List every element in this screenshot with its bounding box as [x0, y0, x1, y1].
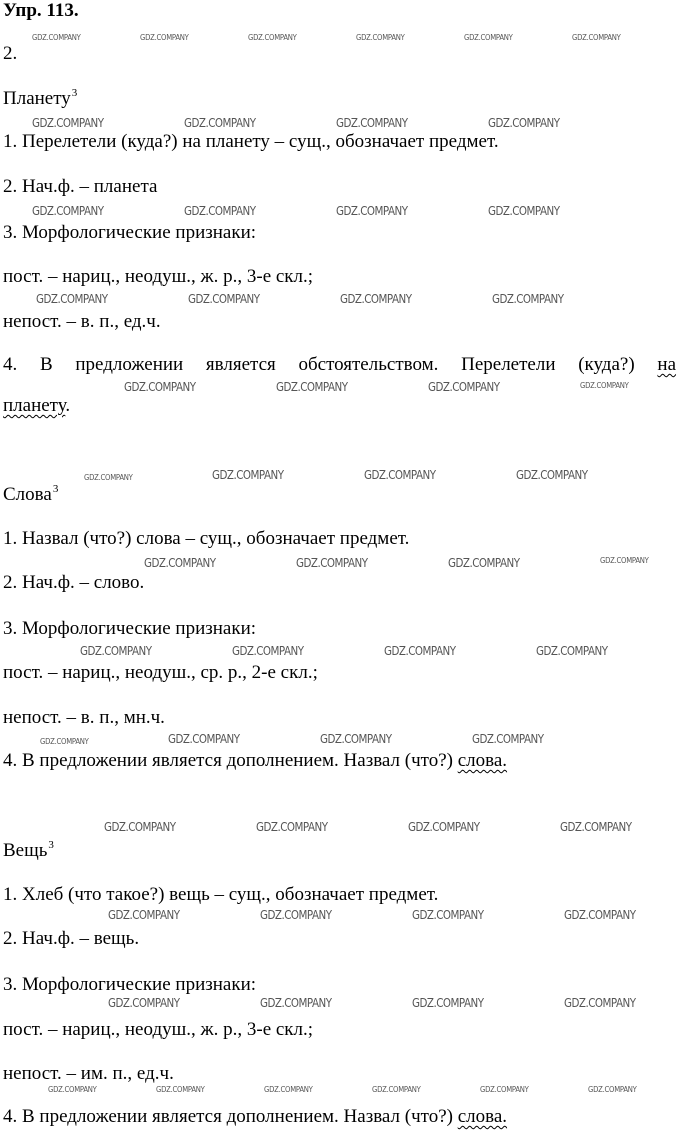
watermark: GDZ.COMPANY — [168, 732, 240, 746]
role-tail: . — [65, 395, 71, 416]
analysis-line: 2. Нач.ф. – слово. — [3, 572, 145, 593]
analysis-line: 2. Нач.ф. – вещь. — [3, 928, 140, 949]
analysis-line: 2. Нач.ф. – планета — [3, 176, 158, 197]
syntactic-role-line — [3, 750, 507, 772]
watermark: GDZ.COMPANY — [564, 996, 636, 1010]
watermark: GDZ.COMPANY — [264, 1085, 313, 1094]
role-text: 4. В предложении является дополнением. Назвал (что?) — [3, 1106, 453, 1127]
watermark: GDZ.COMPANY — [184, 116, 256, 130]
watermark: GDZ.COMPANY — [560, 820, 632, 834]
analysis-line: 3. Морфологические признаки: — [3, 974, 257, 995]
analysis-line: 3. Морфологические признаки: — [3, 618, 257, 639]
watermark: GDZ.COMPANY — [464, 33, 513, 42]
underlined-word: планету — [3, 395, 66, 416]
watermark: GDZ.COMPANY — [372, 1085, 421, 1094]
watermark: GDZ.COMPANY — [36, 292, 108, 306]
watermark: GDZ.COMPANY — [580, 381, 629, 390]
watermark: GDZ.COMPANY — [588, 1085, 637, 1094]
watermark: GDZ.COMPANY — [188, 292, 260, 306]
role-text: 4. В предложении является обстоятельством. Перелетели (куда?) — [3, 354, 635, 375]
watermark: GDZ.COMPANY — [600, 556, 649, 565]
analysis-line: пост. – нариц., неодуш., ср. р., 2-е скл.; — [3, 662, 318, 683]
watermark: GDZ.COMPANY — [412, 908, 484, 922]
syntactic-role-line — [3, 354, 676, 376]
watermark: GDZ.COMPANY — [488, 204, 560, 218]
watermark: GDZ.COMPANY — [256, 820, 328, 834]
watermark: GDZ.COMPANY — [156, 1085, 205, 1094]
watermark: GDZ.COMPANY — [84, 473, 133, 482]
watermark: GDZ.COMPANY — [384, 644, 456, 658]
watermark: GDZ.COMPANY — [572, 33, 621, 42]
watermark: GDZ.COMPANY — [32, 204, 104, 218]
analysis-line: непост. – им. п., ед.ч. — [3, 1063, 174, 1084]
item-number: 2. — [3, 43, 18, 64]
watermark: GDZ.COMPANY — [412, 996, 484, 1010]
analysis-line: пост. – нариц., неодуш., ж. р., 3-е скл.; — [3, 266, 314, 287]
watermark: GDZ.COMPANY — [356, 33, 405, 42]
watermark: GDZ.COMPANY — [276, 380, 348, 394]
analysis-line: 1. Перелетели (куда?) на планету – сущ., обозначает предмет. — [3, 131, 499, 152]
watermark: GDZ.COMPANY — [336, 204, 408, 218]
watermark: GDZ.COMPANY — [448, 556, 520, 570]
section-word: Вещь — [3, 840, 48, 861]
underlined-word: слова. — [457, 1106, 508, 1127]
watermark: GDZ.COMPANY — [40, 737, 89, 746]
watermark: GDZ.COMPANY — [248, 33, 297, 42]
syntactic-role-continuation — [3, 395, 70, 417]
watermark: GDZ.COMPANY — [144, 556, 216, 570]
watermark: GDZ.COMPANY — [124, 380, 196, 394]
watermark: GDZ.COMPANY — [212, 468, 284, 482]
watermark: GDZ.COMPANY — [472, 732, 544, 746]
analysis-line: непост. – в. п., мн.ч. — [3, 707, 165, 728]
watermark: GDZ.COMPANY — [340, 292, 412, 306]
watermark: GDZ.COMPANY — [108, 908, 180, 922]
watermark: GDZ.COMPANY — [296, 556, 368, 570]
watermark: GDZ.COMPANY — [488, 116, 560, 130]
underlined-word: на — [657, 354, 677, 375]
watermark: GDZ.COMPANY — [408, 820, 480, 834]
watermark: GDZ.COMPANY — [320, 732, 392, 746]
watermark: GDZ.COMPANY — [80, 644, 152, 658]
watermark: GDZ.COMPANY — [364, 468, 436, 482]
analysis-line: 1. Хлеб (что такое?) вещь – сущ., обозначает предмет. — [3, 884, 439, 905]
watermark: GDZ.COMPANY — [108, 996, 180, 1010]
analysis-line: 3. Морфологические признаки: — [3, 222, 257, 243]
section-word: Слова — [3, 484, 52, 505]
section-superscript: 3 — [71, 87, 78, 99]
section-superscript: 3 — [52, 483, 59, 495]
watermark: GDZ.COMPANY — [516, 468, 588, 482]
watermark: GDZ.COMPANY — [428, 380, 500, 394]
role-text: 4. В предложении является дополнением. Назвал (что?) — [3, 750, 453, 771]
section-heading-veshch — [3, 840, 54, 864]
watermark: GDZ.COMPANY — [564, 908, 636, 922]
watermark: GDZ.COMPANY — [480, 1085, 529, 1094]
analysis-line: 1. Назвал (что?) слова – сущ., обозначает предмет. — [3, 528, 410, 549]
watermark: GDZ.COMPANY — [492, 292, 564, 306]
section-superscript: 3 — [48, 839, 54, 851]
underlined-word: слова. — [457, 750, 508, 771]
watermark: GDZ.COMPANY — [48, 1085, 97, 1094]
watermark: GDZ.COMPANY — [184, 204, 256, 218]
section-heading-slova — [3, 484, 58, 508]
watermark: GDZ.COMPANY — [232, 644, 304, 658]
syntactic-role-line — [3, 1106, 507, 1128]
exercise-title: Упр. 113. — [3, 0, 79, 21]
watermark: GDZ.COMPANY — [536, 644, 608, 658]
analysis-line: пост. – нариц., неодуш., ж. р., 3-е скл.; — [3, 1019, 314, 1040]
watermark: GDZ.COMPANY — [140, 33, 189, 42]
watermark: GDZ.COMPANY — [32, 116, 104, 130]
watermark: GDZ.COMPANY — [104, 820, 176, 834]
section-heading-planetu — [3, 88, 77, 112]
watermark: GDZ.COMPANY — [336, 116, 408, 130]
watermark: GDZ.COMPANY — [260, 908, 332, 922]
watermark: GDZ.COMPANY — [260, 996, 332, 1010]
analysis-line: непост. – в. п., ед.ч. — [3, 311, 161, 332]
section-word: Планету — [3, 88, 71, 109]
watermark: GDZ.COMPANY — [32, 33, 81, 42]
